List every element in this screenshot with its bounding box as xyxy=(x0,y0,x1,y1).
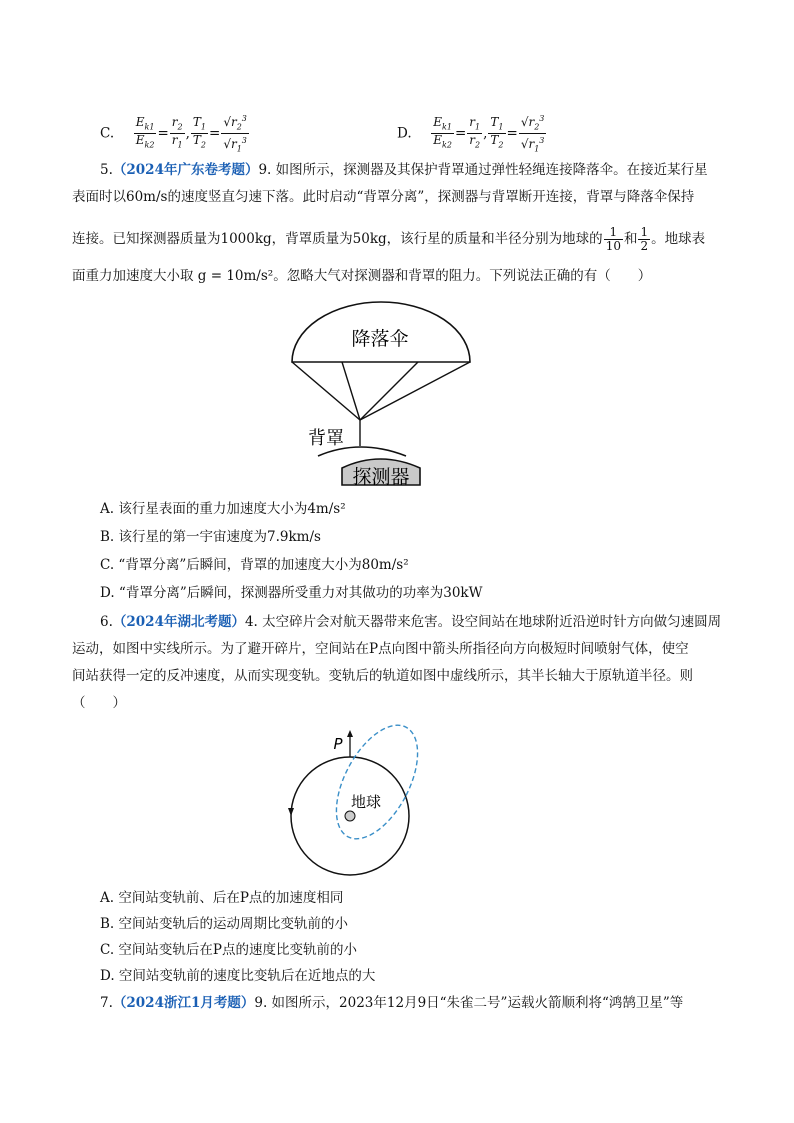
q5-source-tag: （2024年广东卷考题） xyxy=(112,162,259,178)
q6-option-a: A. 空间站变轨前、后在P点的加速度相同 xyxy=(100,890,344,906)
earth-label: 地球 xyxy=(350,793,382,811)
orbit-direction-arrow xyxy=(288,808,294,816)
q6-source-tag: （2024年湖北考题） xyxy=(112,614,245,630)
option-c-label: C. xyxy=(100,125,115,142)
q7-source-tag: （2024浙江1月考题） xyxy=(112,995,255,1011)
q6-line1: 6.（2024年湖北考题）4. 太空碎片会对航天器带来危害。设空间站在地球附近沿逆时针方向做匀速圆周 xyxy=(100,614,722,630)
q6-line4: （ ） xyxy=(72,695,126,711)
q5-option-a: A. 该行星表面的重力加速度大小为4m/s² xyxy=(100,501,346,517)
backshell-label: 背罩 xyxy=(308,428,344,449)
q5-line3: 连接。已知探测器质量为1000kg，背罩质量为50kg，该行星的质量和半径分别为地球的 $\frac{1}{10}$ 和 $\frac{1}{2}$ 。地球表 xyxy=(72,225,706,253)
q5-number: 5. xyxy=(100,162,113,178)
option-d-formula: D. $\frac{E_{k1}}{E_{k2}}$ = $\frac{r_1}{r_2}$ , $\frac{T_1}{T_2}$ = $\frac{√r_2^3}{√r_1^3}$ xyxy=(397,114,545,154)
probe-label: 探测器 xyxy=(352,466,410,488)
q5-option-b: B. 该行星的第一宇宙速度为7.9km/s xyxy=(100,529,321,545)
option-c-formula: C. $\frac{E_{k1}}{E_{k2}}$ = $\frac{r_2}{r_1}$ , $\frac{T_1}{T_2}$ = $\frac{√r_2^3}{√r_1^3}$ xyxy=(100,114,247,154)
suspension-line-left xyxy=(292,362,360,420)
q5-option-c: C. “背罩分离”后瞬间，背罩的加速度大小为80m/s² xyxy=(100,557,409,573)
earth-dot xyxy=(345,811,355,821)
orbit-diagram xyxy=(280,720,440,880)
suspension-line-inner-right xyxy=(360,362,418,420)
parachute-diagram xyxy=(280,300,480,492)
q6-option-d: D. 空间站变轨前的速度比变轨后在近地点的大 xyxy=(100,968,376,984)
suspension-line-inner-left xyxy=(342,362,360,420)
point-p-label: P xyxy=(333,735,343,753)
option-d-label: D. xyxy=(397,125,412,142)
q7-number: 7. xyxy=(100,995,113,1011)
suspension-line-right xyxy=(360,362,470,420)
q5-line4: 面重力加速度大小取 g = 10m/s²。忽略大气对探测器和背罩的阻力。下列说法正确的有（ ） xyxy=(72,268,652,284)
q6-line2: 运动，如图中实线所示。为了避开碎片，空间站在P点向图中箭头所指径向方向极短时间喷射气体，使空 xyxy=(72,641,689,657)
q5-line1: 5.（2024年广东卷考题）9. 如图所示，探测器及其保护背罩通过弹性轻绳连接降落伞。在接近某行星 xyxy=(100,162,708,178)
q6-option-b: B. 空间站变轨后的运动周期比变轨前的小 xyxy=(100,916,349,932)
parachute-label: 降落伞 xyxy=(351,328,409,350)
q7-line1: 7.（2024浙江1月考题）9. 如图所示，2023年12月9日“朱雀二号”运载火箭顺利将“鸿鹄卫星”等 xyxy=(100,995,684,1011)
q5-line2: 表面时以60m/s的速度竖直匀速下落。此时启动“背罩分离”，探测器与背罩断开连接，背罩与降落伞保持 xyxy=(72,189,695,205)
q5-option-d: D. “背罩分离”后瞬间，探测器所受重力对其做功的功率为30kW xyxy=(100,585,483,601)
q6-line3: 间站获得一定的反冲速度，从而实现变轨。变轨后的轨道如图中虚线所示，其半长轴大于原轨道半径。则 xyxy=(72,668,693,684)
q6-number: 6. xyxy=(100,614,113,630)
thrust-arrow-head xyxy=(347,730,353,737)
q6-option-c: C. 空间站变轨后在P点的速度比变轨前的小 xyxy=(100,942,358,958)
